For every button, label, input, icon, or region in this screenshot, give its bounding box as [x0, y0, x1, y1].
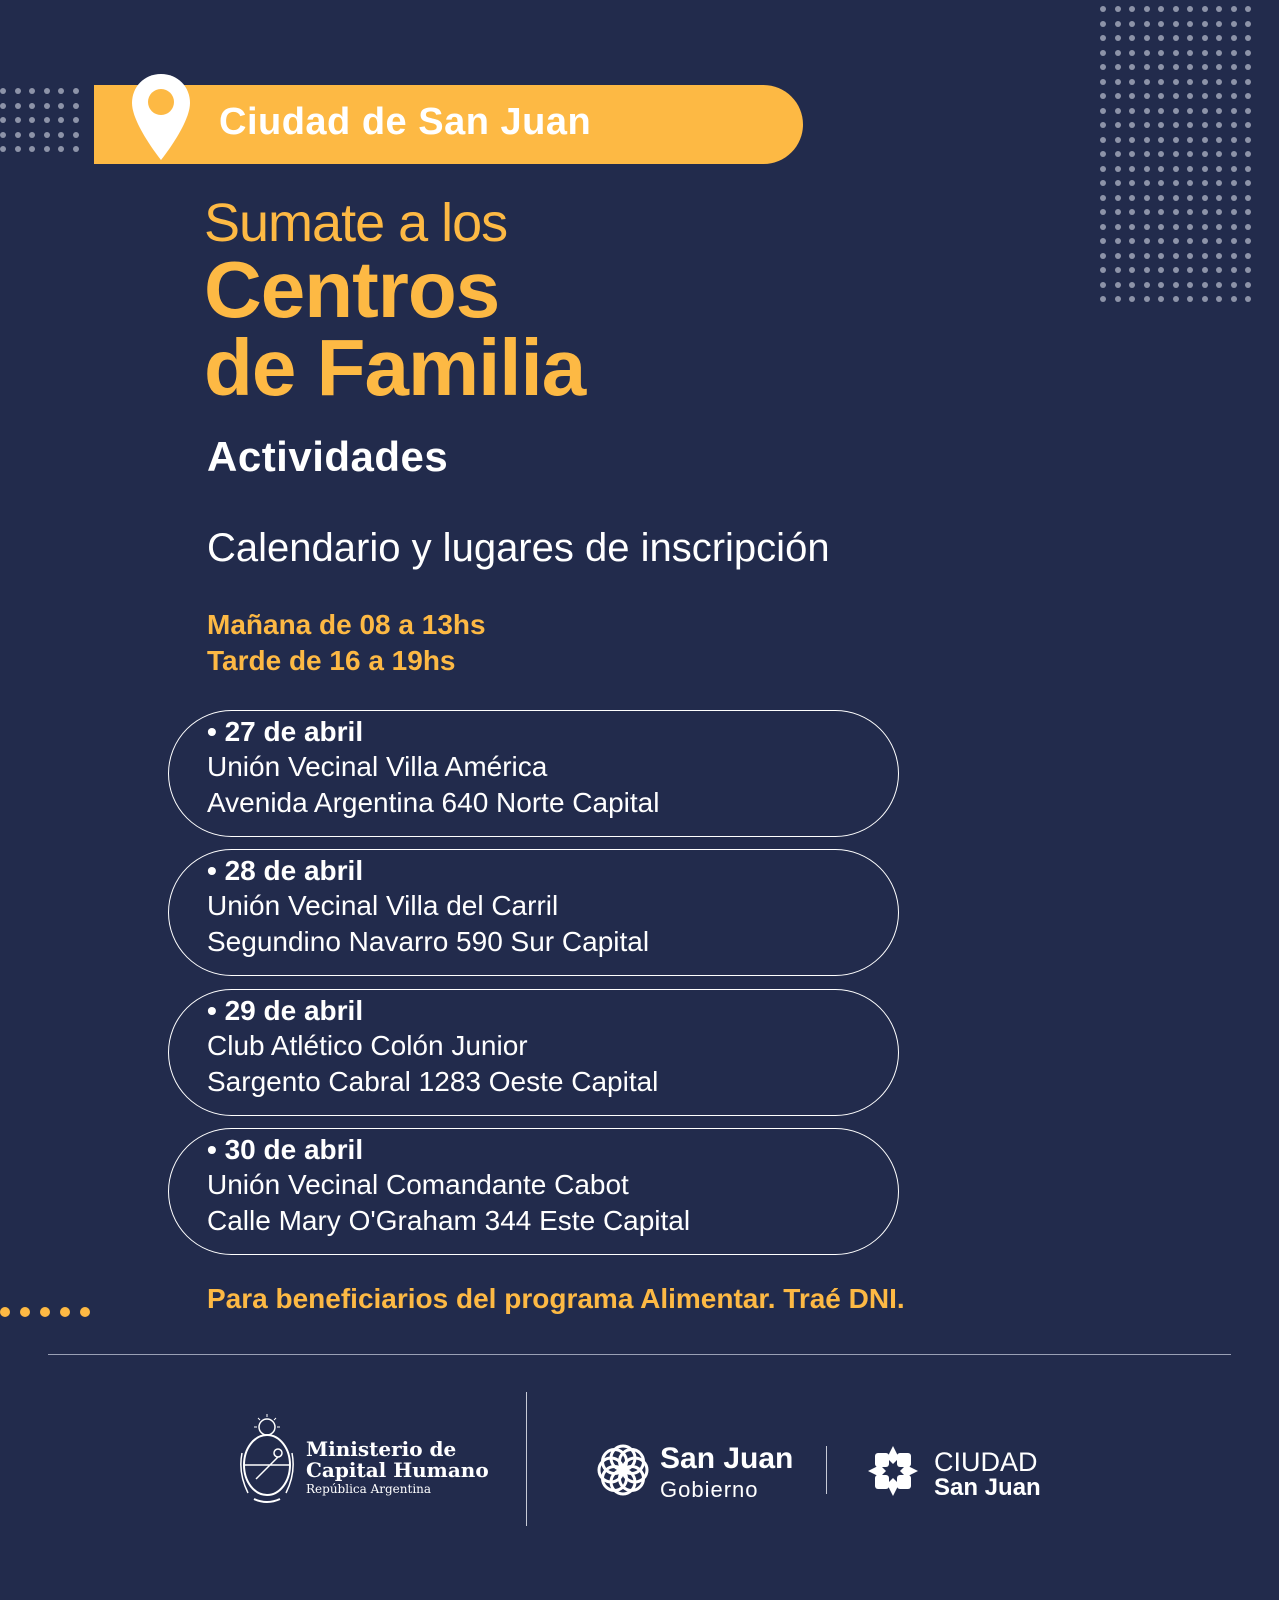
event-address: Sargento Cabral 1283 Oeste Capital	[207, 1066, 659, 1097]
event-address: Calle Mary O'Graham 344 Este Capital	[207, 1205, 691, 1236]
event-place: Unión Vecinal Comandante Cabot	[207, 1169, 629, 1200]
san-juan-sub: Gobierno	[660, 1477, 759, 1502]
event-address: Avenida Argentina 640 Norte Capital	[207, 787, 660, 818]
location-banner	[94, 85, 803, 164]
event-date: • 27 de abril	[207, 716, 364, 747]
section-title: Actividades	[207, 433, 449, 480]
ciudad-san-juan-icon	[866, 1444, 920, 1498]
ministerio-line-3: República Argentina	[306, 1482, 432, 1496]
schedule-morning: Mañana de 08 a 13hs	[207, 609, 486, 640]
event-date: • 30 de abril	[207, 1134, 364, 1165]
event-date: • 28 de abril	[207, 855, 364, 886]
schedule-afternoon: Tarde de 16 a 19hs	[207, 645, 456, 676]
ministerio-line-2: Capital Humano	[306, 1458, 489, 1482]
event-card	[168, 849, 899, 976]
event-place: Club Atlético Colón Junior	[207, 1030, 528, 1061]
map-pin-icon	[130, 72, 192, 162]
event-place: Unión Vecinal Villa del Carril	[207, 890, 559, 921]
coat-of-arms-icon	[236, 1413, 298, 1509]
san-juan-flower-icon	[594, 1441, 652, 1499]
event-date: • 29 de abril	[207, 995, 364, 1026]
footer-divider	[48, 1354, 1231, 1355]
ciudad-line-1: CIUDAD	[934, 1447, 1038, 1477]
event-card	[168, 989, 899, 1116]
ciudad-line-2: San Juan	[934, 1474, 1041, 1501]
event-address: Segundino Navarro 590 Sur Capital	[207, 926, 650, 957]
headline-line-1: Sumate a los	[204, 193, 508, 253]
footer-separator	[526, 1392, 527, 1526]
program-note: Para beneficiarios del programa Alimentar. Traé DNI.	[207, 1283, 905, 1314]
event-place: Unión Vecinal Villa América	[207, 751, 548, 782]
banner-location-text: Ciudad de San Juan	[219, 101, 592, 143]
ministerio-line-1: Ministerio de	[306, 1437, 457, 1461]
event-card	[168, 710, 899, 837]
event-card	[168, 1128, 899, 1255]
headline-line-2: Centros	[204, 245, 500, 334]
san-juan-name: San Juan	[660, 1442, 794, 1475]
footer-separator-2	[826, 1446, 827, 1494]
calendar-subtitle: Calendario y lugares de inscripción	[207, 526, 830, 570]
headline-line-3: de Familia	[204, 323, 586, 412]
